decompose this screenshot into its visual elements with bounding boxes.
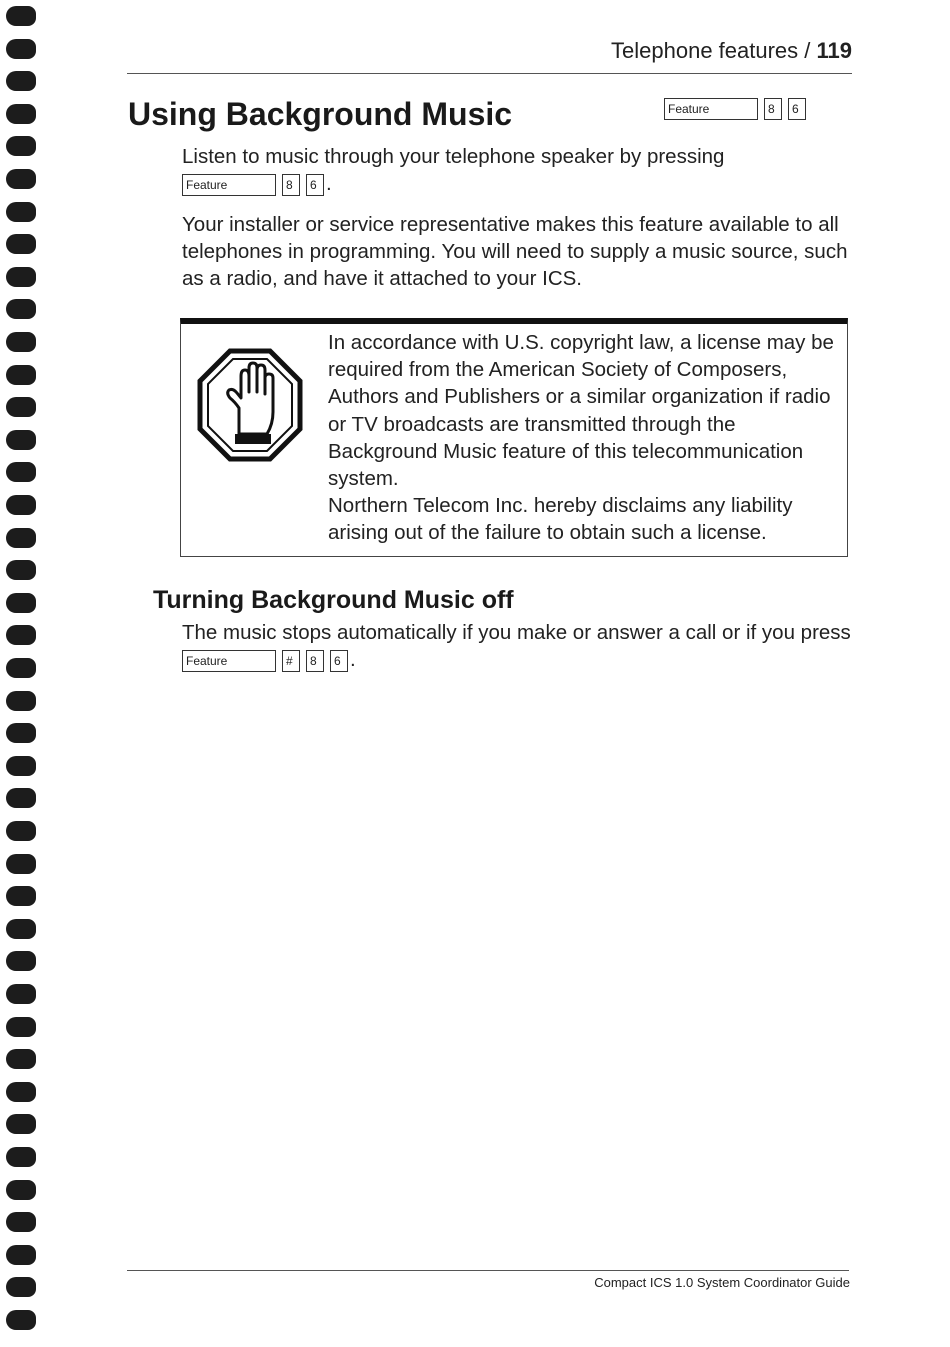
spiral-binding: [4, 0, 40, 1347]
header-rule: [127, 73, 852, 74]
binding-ring: [6, 6, 36, 26]
notice-paragraph-2: Northern Telecom Inc. hereby disclaims any liability arising out of the failure to obtain such a license.: [328, 494, 793, 545]
page-title: Using Background Music: [128, 96, 513, 132]
binding-ring: [6, 593, 36, 613]
feature-key: Feature: [182, 174, 276, 196]
binding-ring: [6, 462, 36, 482]
intro-keys: [182, 170, 332, 197]
binding-ring: [6, 71, 36, 91]
binding-ring: [6, 1180, 36, 1200]
binding-ring: [6, 104, 36, 124]
feature-code-keys: [664, 98, 812, 120]
binding-ring: [6, 854, 36, 874]
binding-ring: [6, 234, 36, 254]
availability-paragraph: Your installer or service representative makes this feature available to all telephones in programming. You will need to supply a music source, such as a radio, and have it attached to your ICS.: [182, 213, 848, 290]
binding-ring: [6, 1017, 36, 1037]
binding-ring: [6, 1277, 36, 1297]
binding-ring: [6, 1114, 36, 1134]
binding-ring: [6, 495, 36, 515]
binding-ring: [6, 1147, 36, 1167]
binding-ring: [6, 560, 36, 580]
binding-ring: [6, 202, 36, 222]
running-head-section: Telephone features: [611, 38, 799, 63]
binding-ring: [6, 299, 36, 319]
binding-ring: [6, 267, 36, 287]
digit-key: 8: [764, 98, 782, 120]
binding-ring: [6, 886, 36, 906]
binding-ring: [6, 1082, 36, 1102]
digit-key: 6: [788, 98, 806, 120]
running-head: [611, 38, 852, 64]
binding-ring: [6, 365, 36, 385]
digit-key: 6: [330, 650, 348, 672]
notice-text: [328, 329, 848, 547]
binding-ring: [6, 756, 36, 776]
binding-ring: [6, 821, 36, 841]
page-number: 119: [816, 38, 852, 63]
running-head-separator: /: [798, 38, 817, 63]
binding-ring: [6, 397, 36, 417]
digit-key: #: [282, 650, 300, 672]
intro-period: .: [326, 172, 332, 195]
binding-ring: [6, 919, 36, 939]
notice-paragraph-1: In accordance with U.S. copyright law, a license may be required from the American Society of Composers, Authors and Publishers or a similar organization if radio or TV broadcasts are transmitted through the Background Music feature of this telecommunication system.: [328, 331, 834, 491]
footer-rule: [127, 1270, 849, 1271]
binding-ring: [6, 169, 36, 189]
binding-ring: [6, 658, 36, 678]
copyright-notice: [180, 318, 848, 557]
binding-ring: [6, 1049, 36, 1069]
off-period: .: [350, 648, 356, 671]
binding-ring: [6, 136, 36, 156]
binding-ring: [6, 625, 36, 645]
binding-ring: [6, 951, 36, 971]
binding-ring: [6, 984, 36, 1004]
binding-ring: [6, 788, 36, 808]
digit-key: 8: [282, 174, 300, 196]
binding-ring: [6, 528, 36, 548]
digit-key: 6: [306, 174, 324, 196]
section-heading: Turning Background Music off: [153, 586, 514, 614]
binding-ring: [6, 1310, 36, 1330]
feature-key: Feature: [664, 98, 758, 120]
stop-hand-icon: [197, 348, 303, 462]
binding-ring: [6, 332, 36, 352]
feature-key: Feature: [182, 650, 276, 672]
intro-paragraph: [182, 143, 822, 197]
intro-text: Listen to music through your telephone speaker by pressing: [182, 145, 725, 168]
off-keys: [182, 646, 356, 673]
footer-text: Compact ICS 1.0 System Coordinator Guide: [594, 1275, 850, 1290]
binding-ring: [6, 1245, 36, 1265]
digit-key: 8: [306, 650, 324, 672]
binding-ring: [6, 39, 36, 59]
off-text: The music stops automatically if you make or answer a call or if you press: [182, 621, 851, 644]
binding-ring: [6, 1212, 36, 1232]
binding-ring: [6, 430, 36, 450]
binding-ring: [6, 723, 36, 743]
off-instructions: [182, 619, 862, 673]
binding-ring: [6, 691, 36, 711]
